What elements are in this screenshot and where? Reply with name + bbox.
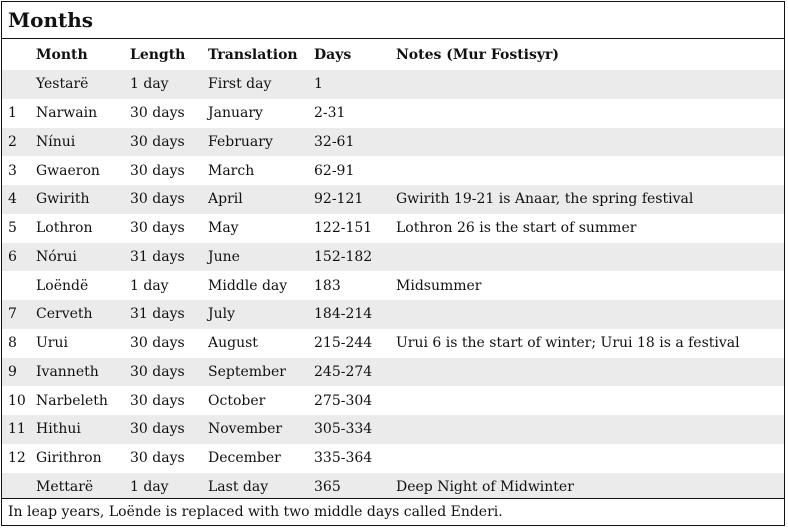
- cell-notes: Midsummer: [396, 277, 482, 294]
- cell-month: Nórui: [36, 248, 77, 265]
- cell-translation: January: [208, 105, 263, 122]
- header-notes: Notes (Mur Fostisyr): [396, 46, 560, 63]
- cell-month: Mettarë: [36, 478, 94, 495]
- cell-month: Yestarë: [36, 76, 89, 93]
- table-row: [2, 358, 784, 387]
- cell-number: 4: [8, 191, 17, 208]
- cell-days: 215-244: [314, 335, 373, 352]
- months-table-frame: [1, 1, 785, 526]
- cell-month: Lothron: [36, 220, 93, 237]
- cell-translation: February: [208, 133, 273, 150]
- table-row: [2, 444, 784, 473]
- cell-length: 30 days: [130, 392, 185, 409]
- cell-month: Gwirith: [36, 191, 90, 208]
- cell-length: 30 days: [130, 220, 185, 237]
- cell-days: 305-334: [314, 421, 373, 438]
- cell-days: 184-214: [314, 306, 373, 323]
- cell-month: Ivanneth: [36, 363, 99, 380]
- cell-days: 152-182: [314, 248, 373, 265]
- cell-number: 8: [8, 335, 17, 352]
- cell-number: 12: [8, 450, 26, 467]
- cell-days: 183: [314, 277, 341, 294]
- cell-number: 10: [8, 392, 26, 409]
- cell-month: Narbeleth: [36, 392, 108, 409]
- cell-number: 9: [8, 363, 17, 380]
- table-row: [2, 99, 784, 128]
- cell-translation: November: [208, 421, 283, 438]
- cell-length: 30 days: [130, 421, 185, 438]
- cell-notes: [390, 128, 784, 157]
- cell-month: Nínui: [36, 133, 76, 150]
- cell-translation: June: [208, 248, 240, 265]
- cell-days: 275-304: [314, 392, 373, 409]
- table-row: [2, 329, 784, 358]
- cell-days: 335-364: [314, 450, 373, 467]
- cell-notes: [390, 70, 784, 99]
- cell-month: Gwaeron: [36, 162, 100, 179]
- cell-translation: Last day: [208, 478, 269, 495]
- cell-number: 3: [8, 162, 17, 179]
- table-row: [2, 214, 784, 243]
- header-number: [2, 39, 30, 70]
- cell-length: 30 days: [130, 133, 185, 150]
- cell-length: 1 day: [130, 277, 169, 294]
- table-row: [2, 415, 784, 444]
- cell-translation: October: [208, 392, 266, 409]
- table-row: [2, 243, 784, 272]
- cell-length: 30 days: [130, 105, 185, 122]
- cell-days: 365: [314, 478, 341, 495]
- cell-translation: May: [208, 220, 239, 237]
- header-length: Length: [130, 46, 186, 63]
- cell-notes: [390, 386, 784, 415]
- cell-month: Narwain: [36, 105, 98, 122]
- table-row: [2, 185, 784, 214]
- cell-number: 5: [8, 220, 17, 237]
- cell-month: Cerveth: [36, 306, 93, 323]
- cell-month: Girithron: [36, 450, 102, 467]
- cell-translation: September: [208, 363, 286, 380]
- months-table: [2, 39, 784, 501]
- cell-length: 31 days: [130, 248, 185, 265]
- cell-number: 7: [8, 306, 17, 323]
- cell-length: 30 days: [130, 162, 185, 179]
- table-row: [2, 128, 784, 157]
- cell-days: 1: [314, 76, 323, 93]
- cell-month: Urui: [36, 335, 68, 352]
- cell-number: 2: [8, 133, 17, 150]
- cell-length: 30 days: [130, 363, 185, 380]
- cell-notes: [390, 415, 784, 444]
- cell-number: 6: [8, 248, 17, 265]
- cell-days: 122-151: [314, 220, 373, 237]
- table-row: [2, 473, 784, 502]
- footnote: In leap years, Loënde is replaced with two middle days called Enderi.: [2, 498, 784, 525]
- cell-length: 30 days: [130, 335, 185, 352]
- cell-month: Hithui: [36, 421, 81, 438]
- cell-number: [2, 271, 30, 300]
- cell-length: 30 days: [130, 191, 185, 208]
- cell-translation: April: [208, 191, 243, 208]
- cell-number: 1: [8, 105, 17, 122]
- cell-notes: [390, 300, 784, 329]
- cell-days: 245-274: [314, 363, 373, 380]
- cell-notes: [390, 243, 784, 272]
- cell-notes: [390, 156, 784, 185]
- table-row: [2, 271, 784, 300]
- cell-length: 1 day: [130, 478, 169, 495]
- cell-number: 11: [8, 421, 26, 438]
- header-row: [2, 39, 784, 70]
- table-title: Months: [2, 2, 784, 39]
- cell-translation: December: [208, 450, 281, 467]
- cell-days: 32-61: [314, 133, 355, 150]
- cell-length: 31 days: [130, 306, 185, 323]
- cell-number: [2, 473, 30, 502]
- cell-days: 2-31: [314, 105, 346, 122]
- cell-notes: Urui 6 is the start of winter; Urui 18 is a festival: [396, 335, 740, 352]
- table-row: [2, 386, 784, 415]
- header-month: Month: [36, 46, 88, 63]
- cell-notes: Deep Night of Midwinter: [396, 478, 574, 495]
- cell-number: [2, 70, 30, 99]
- header-days: Days: [314, 46, 352, 63]
- cell-notes: Gwirith 19-21 is Anaar, the spring festival: [396, 191, 694, 208]
- cell-month: Loëndë: [36, 277, 89, 294]
- cell-notes: Lothron 26 is the start of summer: [396, 220, 637, 237]
- table-row: [2, 70, 784, 99]
- table-row: [2, 156, 784, 185]
- cell-notes: [390, 444, 784, 473]
- table-row: [2, 300, 784, 329]
- cell-translation: August: [208, 335, 258, 352]
- cell-days: 62-91: [314, 162, 355, 179]
- cell-translation: Middle day: [208, 277, 288, 294]
- cell-translation: July: [208, 306, 236, 323]
- cell-length: 30 days: [130, 450, 185, 467]
- cell-days: 92-121: [314, 191, 364, 208]
- cell-length: 1 day: [130, 76, 169, 93]
- cell-notes: [390, 99, 784, 128]
- cell-notes: [390, 358, 784, 387]
- header-translation: Translation: [208, 46, 298, 63]
- cell-translation: First day: [208, 76, 272, 93]
- cell-translation: March: [208, 162, 255, 179]
